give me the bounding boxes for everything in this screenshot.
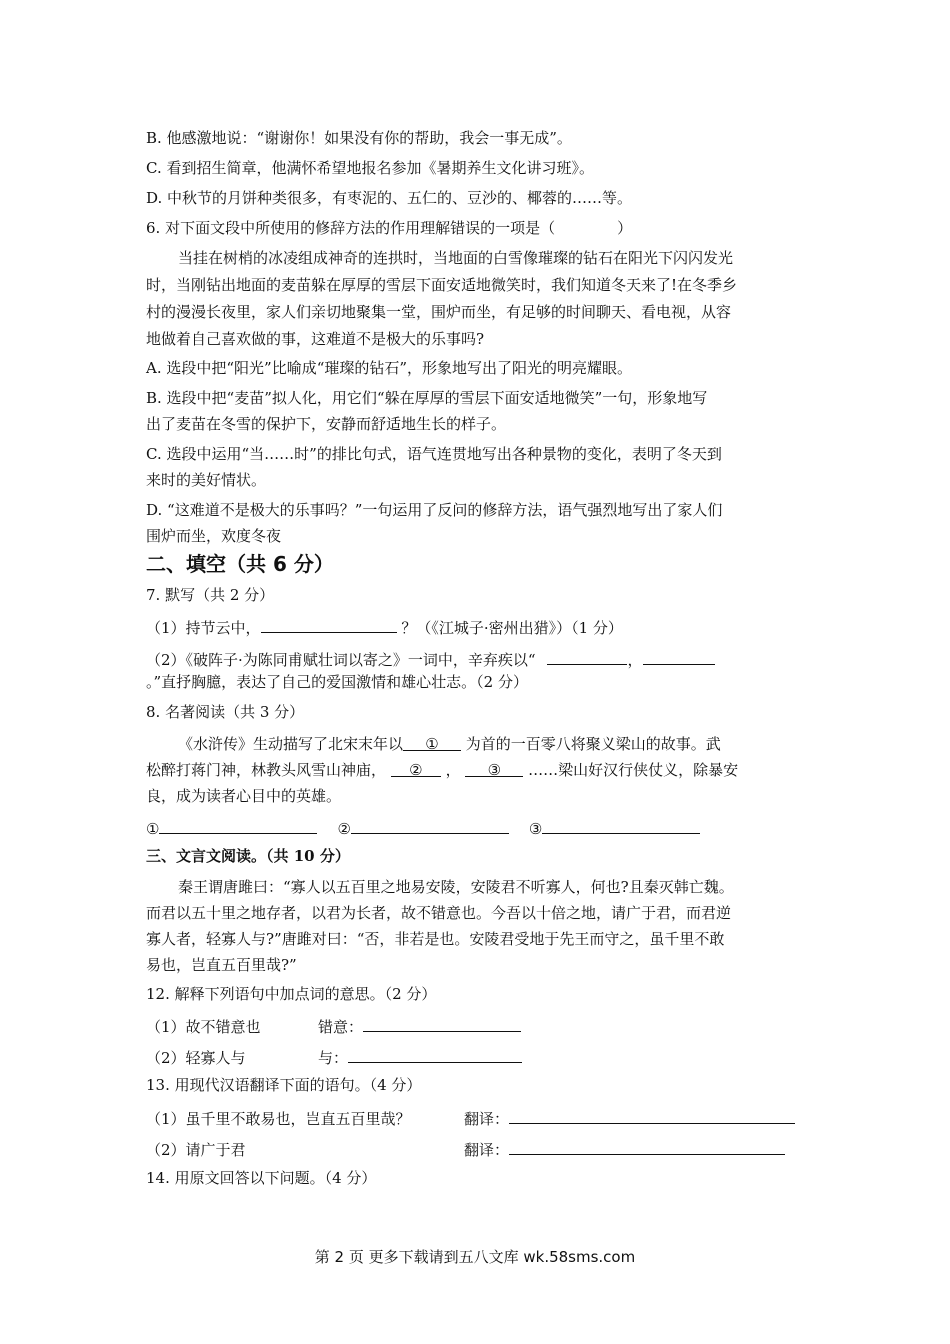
section-3-title: 三、文言文阅读。（共 10 分） [146,847,350,865]
q13-item-1: （1）虽千里不敢易也，岂直五百里哉？ 翻译： [146,1107,795,1129]
q6-option-b: B. 选段中把“麦苗”拟人化，用它们“躲在厚厚的雪层下面安适地微笑”一句，形象地写 [146,389,708,407]
q6-stem: 6. 对下面文段中所使用的修辞方法的作用理解错误的一项是（ ） [146,219,633,237]
page-footer: 第 2 页 更多下载请到五八文库 wk.58sms.com [314,1248,636,1266]
q6-option-d: D. “这难道不是极大的乐事吗？”一句运用了反问的修辞方法，语气强烈地写出了家人们 [146,501,723,519]
q7-item-1: （1）持节云中， ？（《江城子·密州出猎》）（1 分） [146,616,623,638]
q8-blank-3[interactable]: ③ [465,760,523,777]
q8-answer-row: ① ② ③ [146,817,700,839]
q12-item-2: （2）轻寡人与 与： [146,1046,522,1068]
q7-blank-3[interactable] [643,648,715,665]
classical-passage-line: 而君以五十里之地存者，以君为长者，故不错意也。今吾以十倍之地，请广于君，而君逆 [146,904,732,922]
q13-title: 13. 用现代汉语翻译下面的语句。（4 分） [146,1076,422,1094]
q5-option-b: B. 他感激地说：“谢谢你！如果没有你的帮助，我会一事无成”。 [146,129,572,147]
q6-option-a: A. 选段中把“阳光”比喻成“璀璨的钻石”，形象地写出了阳光的明亮耀眼。 [146,359,633,377]
q6-option-d-cont: 围炉而坐，欢度冬夜 [146,527,282,545]
q13-answer-1[interactable] [509,1107,795,1124]
q8-answer-1[interactable] [159,817,317,834]
q5-option-c: C. 看到招生简章，他满怀希望地报名参加《暑期养生文化讲习班》。 [146,159,594,177]
q8-passage-line: 良，成为读者心目中的英雄。 [146,787,342,805]
q8-blank-2[interactable]: ② [391,760,441,777]
q7-item-2-cont: 。”直抒胸臆，表达了自己的爱国激情和雄心壮志。（2 分） [146,673,528,691]
q13-answer-2[interactable] [509,1138,785,1155]
q13-item-2: （2）请广于君 翻译： [146,1138,785,1160]
q14-title: 14. 用原文回答以下问题。（4 分） [146,1169,377,1187]
q6-passage-line: 当挂在树梢的冰凌组成神奇的连拱时，当地面的白雪像璀璨的钻石在阳光下闪闪发光 [178,249,734,267]
q8-answer-2[interactable] [351,817,509,834]
q12-answer-1[interactable] [363,1015,521,1032]
q12-title: 12. 解释下列语句中加点词的意思。（2 分） [146,985,437,1003]
q6-passage-line: 时，当刚钻出地面的麦苗躲在厚厚的雪层下面安适地微笑时，我们知道冬天来了!在冬季乡 [146,276,738,294]
q8-passage-line: 松醉打蒋门神，林教头风雪山神庙， ② ， ③ ……梁山好汉行侠仗义，除暴安 [146,761,739,779]
q7-item-2: （2）《破阵子·为陈同甫赋壮词以寄之》一词中，辛弃疾以“ ， [146,648,715,670]
classical-passage-line: 秦王谓唐雎曰：“寡人以五百里之地易安陵，安陵君不听寡人，何也?且秦灭韩亡魏。 [178,878,734,896]
q6-passage-line: 村的漫漫长夜里，家人们亲切地聚集一堂，围炉而坐，有足够的时间聊天、看电视，从容 [146,303,732,321]
q7-title: 7. 默写（共 2 分） [146,586,275,604]
q6-option-c-cont: 来时的美好情状。 [146,471,267,489]
q7-blank-2[interactable] [547,648,627,665]
q12-answer-2[interactable] [348,1046,522,1063]
q8-blank-1[interactable]: ① [403,734,461,751]
q5-option-d: D. 中秋节的月饼种类很多，有枣泥的、五仁的、豆沙的、椰蓉的……等。 [146,189,633,207]
q6-passage-line: 地做着自己喜欢做的事，这难道不是极大的乐事吗? [146,330,485,348]
q6-option-c: C. 选段中运用“当……时”的排比句式，语气连贯地写出各种景物的变化，表明了冬天到 [146,445,722,463]
classical-passage-line: 易也，岂直五百里哉?” [146,956,297,974]
section-2-title: 二、填空（共 6 分） [146,552,334,576]
q7-blank-1[interactable] [261,616,397,633]
q8-passage-line: 《水浒传》生动描写了北宋末年以 ① 为首的一百零八将聚义梁山的故事。武 [178,735,721,753]
q8-title: 8. 名著阅读（共 3 分） [146,703,305,721]
q8-answer-3[interactable] [542,817,700,834]
classical-passage-line: 寡人者，轻寡人与?”唐雎对曰：“否，非若是也。安陵君受地于先王而守之，虽千里不敢 [146,930,725,948]
q6-option-b-cont: 出了麦苗在冬雪的保护下，安静而舒适地生长的样子。 [146,415,507,433]
q12-item-1: （1）故不错意也 错意： [146,1015,521,1037]
